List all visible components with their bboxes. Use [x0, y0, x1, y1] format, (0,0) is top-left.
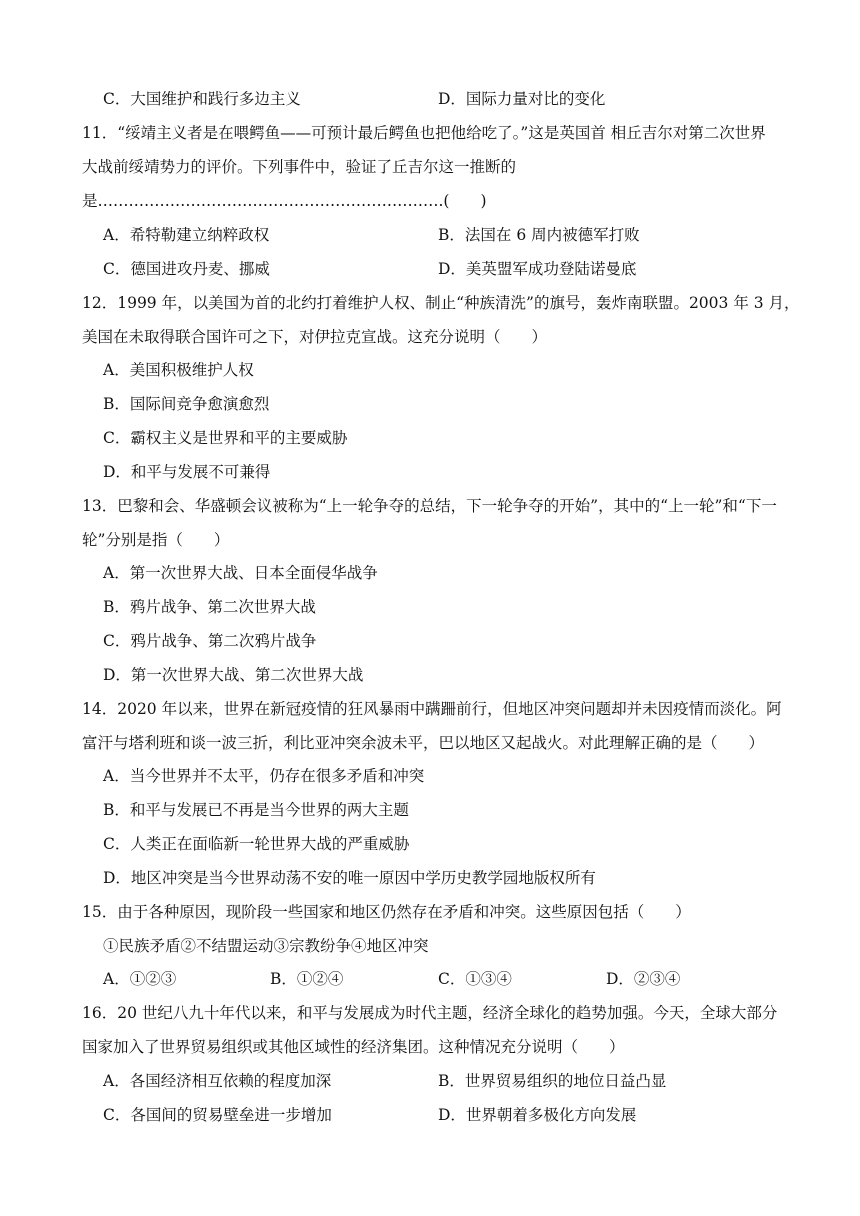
q16-option-b: B．世界贸易组织的地位日益凸显: [438, 1072, 667, 1090]
q12-stem-line2: 美国在未取得联合国许可之下，对伊拉克宣战。这充分说明（ ）: [82, 328, 548, 346]
q13-stem-line1: 13．巴黎和会、华盛顿会议被称为“上一轮争夺的总结，下一轮争夺的开始”，其中的“上一轮”和“下一: [82, 497, 777, 515]
q12-option-b: B．国际间竞争愈演愈烈: [103, 395, 270, 413]
q15-option-a: A．①②③: [103, 970, 177, 988]
q13-option-b: B．鸦片战争、第二次世界大战: [103, 598, 316, 616]
q16-option-c: C．各国间的贸易壁垒进一步增加: [103, 1106, 332, 1124]
q15-statements: ①民族矛盾②不结盟运动③宗教纷争④地区冲突: [103, 937, 429, 955]
q12-stem-line1: 12．1999 年，以美国为首的北约打着维护人权、制止“种族清洗”的旗号，轰炸南联盟。2003 年 3 月，: [82, 294, 800, 312]
q16-stem-line1: 16．20 世纪八九十年代以来，和平与发展成为时代主题，经济全球化的趋势加强。今天，全球大部分: [82, 1004, 778, 1022]
q13-stem-line2: 轮”分别是指（ ）: [82, 531, 230, 549]
q10-option-d: D．国际力量对比的变化: [438, 90, 606, 108]
q11-option-d: D．美英盟军成功登陆诺曼底: [438, 260, 637, 278]
q13-option-d: D．第一次世界大战、第二次世界大战: [103, 666, 364, 684]
q12-option-d: D．和平与发展不可兼得: [103, 463, 271, 481]
q13-option-c: C．鸦片战争、第二次鸦片战争: [103, 632, 317, 650]
q12-option-a: A．美国积极维护人权: [103, 361, 254, 379]
q14-option-c: C．人类正在面临新一轮世界大战的严重威胁: [103, 835, 410, 853]
q12-option-c: C．霸权主义是世界和平的主要威胁: [103, 429, 348, 447]
q16-stem-line2: 国家加入了世界贸易组织或其他区域性的经济集团。这种情况充分说明（ ）: [82, 1038, 625, 1056]
q15-stem-line1: 15．由于各种原因，现阶段一些国家和地区仍然存在矛盾和冲突。这些原因包括（ ）: [82, 903, 691, 921]
q10-option-c: C．大国维护和践行多边主义: [103, 90, 301, 108]
q11-stem-line2: 大战前绥靖势力的评价。下列事件中，验证了丘吉尔这一推断的: [82, 158, 517, 176]
q14-option-b: B．和平与发展已不再是当今世界的两大主题: [103, 801, 409, 819]
q15-option-c: C．①③④: [438, 970, 512, 988]
q13-option-a: A．第一次世界大战、日本全面侵华战争: [103, 564, 378, 582]
q11-stem-line3: 是………………………………………………………….( ): [82, 192, 487, 210]
q11-option-b: B．法国在 6 周内被德军打败: [438, 226, 640, 244]
q11-stem-line1: 11．“绥靖主义者是在喂鳄鱼——可预计最后鳄鱼也把他给吃了。”这是英国首 相丘吉尔对第二次世界: [82, 124, 766, 142]
q16-option-d: D．世界朝着多极化方向发展: [438, 1106, 637, 1124]
q15-option-d: D．②③④: [606, 970, 681, 988]
q11-option-c: C．德国进攻丹麦、挪威: [103, 260, 270, 278]
q11-option-a: A．希特勒建立纳粹政权: [103, 226, 270, 244]
q14-option-d: D．地区冲突是当今世界动荡不安的唯一原因中学历史教学园地版权所有: [103, 869, 596, 887]
q15-option-b: B．①②④: [270, 970, 344, 988]
q14-stem-line2: 富汗与塔利班和谈一波三折，利比亚冲突余波未平，巴以地区又起战火。对此理解正确的是（ ）: [82, 734, 765, 752]
q14-option-a: A．当今世界并不太平，仍存在很多矛盾和冲突: [103, 767, 425, 785]
q16-option-a: A．各国经济相互依赖的程度加深: [103, 1072, 332, 1090]
q14-stem-line1: 14．2020 年以来，世界在新冠疫情的狂风暴雨中蹒跚前行，但地区冲突问题却并未因疫情而淡化。阿: [82, 700, 782, 718]
